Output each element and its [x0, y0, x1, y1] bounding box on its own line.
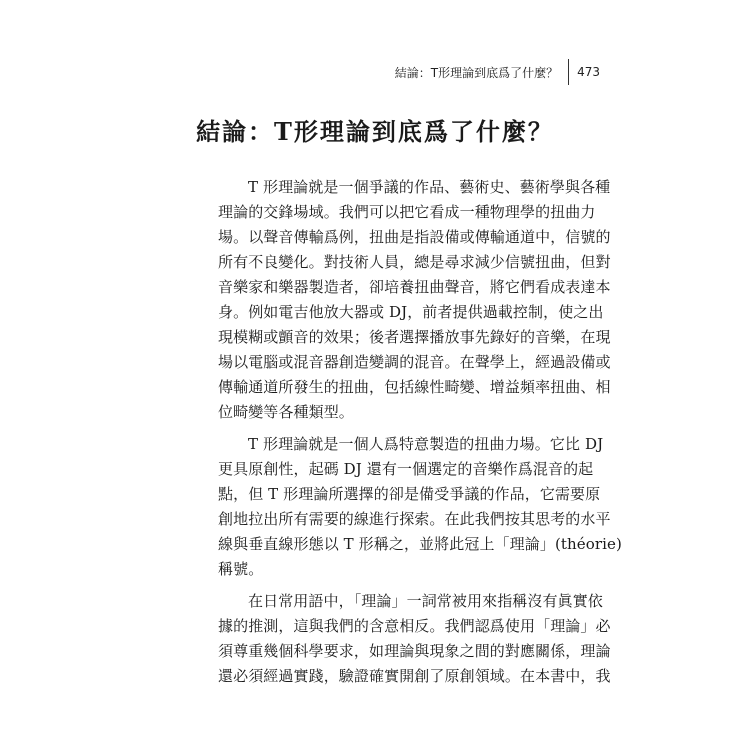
- text-line: 點，但 T 形理論所選擇的卻是備受爭議的作品，它需要原: [218, 485, 601, 503]
- paragraph: [218, 432, 622, 582]
- text-line: 場以電腦或混音器創造變調的混音。在聲學上，經過設備或: [218, 353, 611, 371]
- text-line: 更具原創性，起碼 DJ 還有一個選定的音樂作爲混音的起: [218, 460, 594, 478]
- text-line: 場。以聲音傳輸爲例，扭曲是指設備或傳輸通道中，信號的: [218, 228, 611, 246]
- text-line: T 形理論就是一個爭議的作品、藝術史、藝術學與各種: [248, 178, 611, 196]
- text-line: 位畸變等各種類型。: [218, 403, 354, 421]
- paragraph: [218, 589, 611, 689]
- running-header-title: 結論：T形理論到底爲了什麼？: [394, 65, 559, 80]
- text-line: 創地拉出所有需要的線進行探索。在此我們按其思考的水平: [218, 510, 611, 528]
- text-line: 身。例如電吉他放大器或 DJ，前者提供過載控制，使之出: [218, 303, 604, 321]
- text-line: 在日常用語中，「理論」一詞常被用來指稱沒有眞實依: [248, 592, 603, 610]
- paragraph: [218, 175, 611, 425]
- chapter-title: 結論：T形理論到底爲了什麼？: [196, 117, 554, 146]
- running-header: [395, 58, 600, 86]
- text-line: 音樂家和樂器製造者，卻培養扭曲聲音，將它們看成表達本: [218, 278, 611, 296]
- page-number: 473: [577, 65, 600, 79]
- body-text: [218, 175, 622, 696]
- text-line: T 形理論就是一個人爲特意製造的扭曲力場。它比 DJ: [248, 435, 604, 453]
- text-line: 理論的交鋒場域。我們可以把它看成一種物理學的扭曲力: [218, 203, 596, 221]
- text-line: 線與垂直線形態以 T 形稱之，並將此冠上「理論」(théorie): [218, 535, 622, 553]
- text-line: 還必須經過實踐，驗證確實開創了原創領域。在本書中，我: [218, 667, 611, 685]
- text-line: 須尊重幾個科學要求，如理論與現象之間的對應關係，理論: [218, 642, 611, 660]
- text-line: 傳輸通道所發生的扭曲，包括線性畸變、增益頻率扭曲、相: [218, 378, 611, 396]
- text-line: 現模糊或顫音的效果；後者選擇播放事先錄好的音樂，在現: [218, 328, 611, 346]
- text-line: 稱號。: [218, 560, 264, 578]
- text-line: 所有不良變化。對技術人員，總是尋求減少信號扭曲，但對: [218, 253, 611, 271]
- text-line: 據的推測，這與我們的含意相反。我們認爲使用「理論」必: [218, 617, 611, 635]
